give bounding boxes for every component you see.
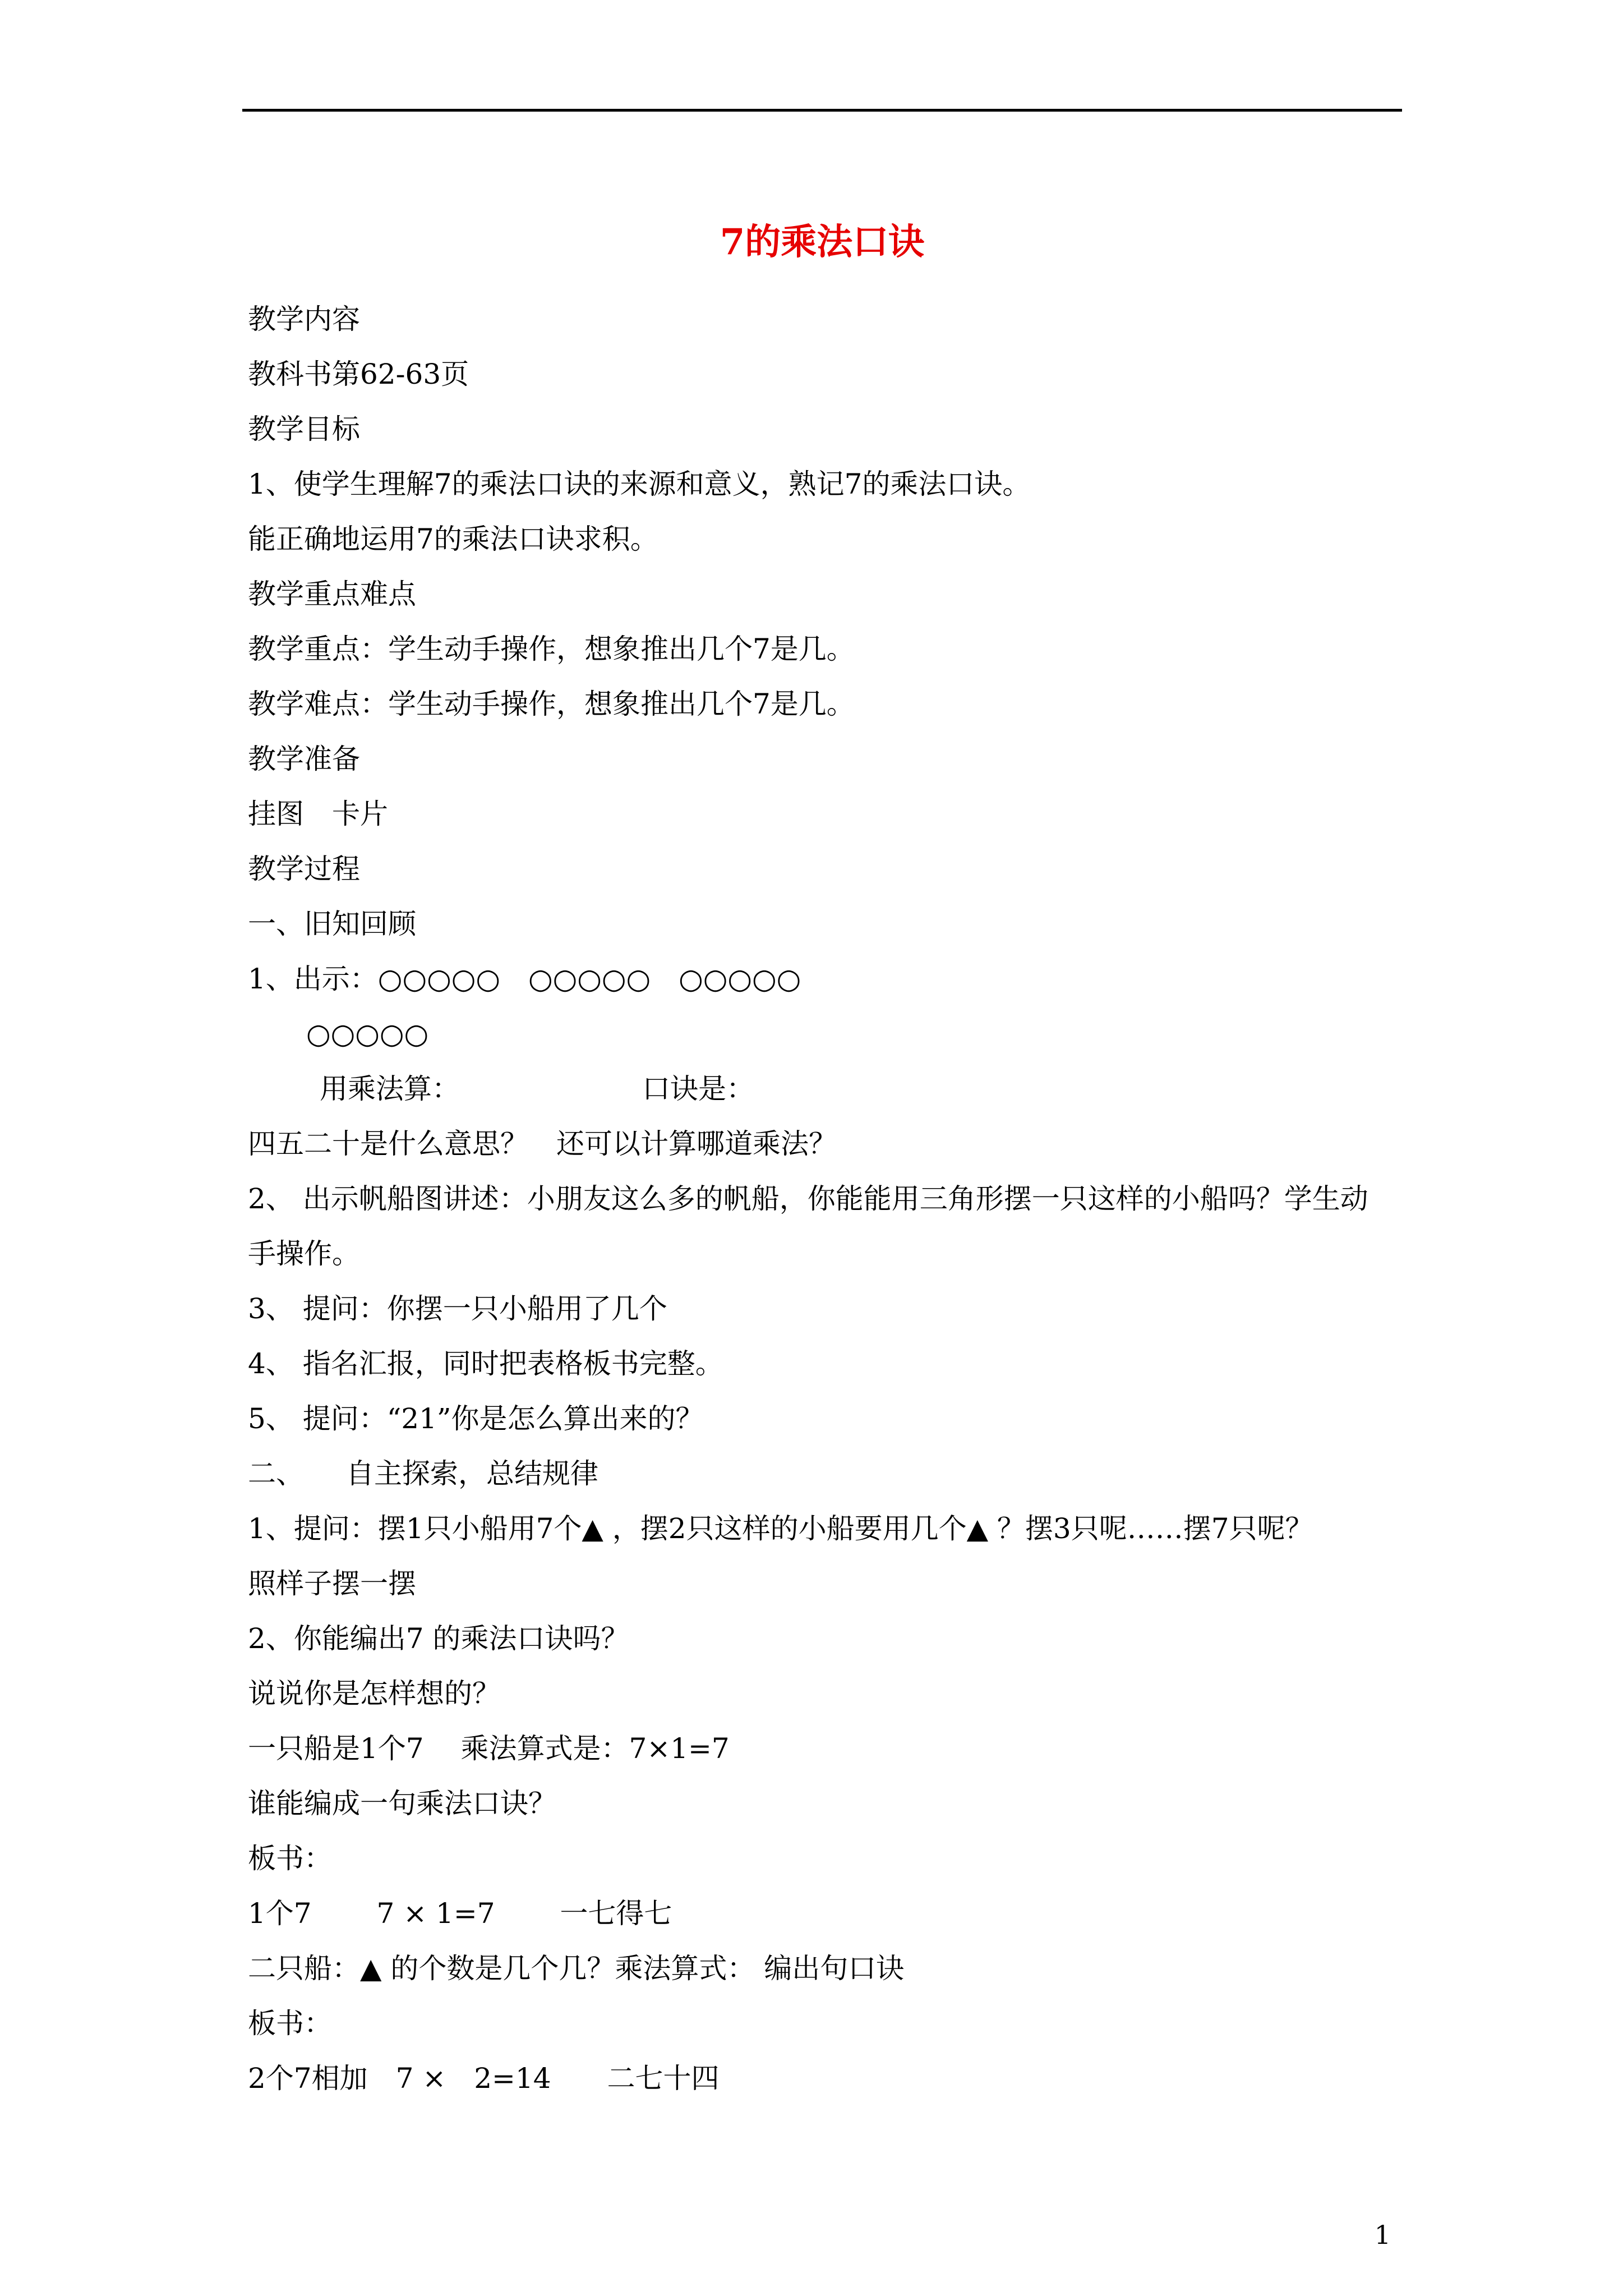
- document-title: 7的乘法口诀: [720, 221, 925, 263]
- paragraph: 1、出示：○○○○○ ○○○○○ ○○○○○: [248, 963, 801, 995]
- section-heading-preparation: 教学准备: [248, 743, 360, 775]
- page-number: 1: [1374, 2220, 1391, 2250]
- paragraph: 教科书第62-63页: [248, 358, 469, 390]
- paragraph: 4、 指名汇报，同时把表格板书完整。: [248, 1347, 723, 1380]
- paragraph: 说说你是怎样想的？: [248, 1677, 500, 1710]
- paragraph: 3、 提问：你摆一只小船用了几个: [248, 1292, 667, 1325]
- paragraph: 1、使学生理解7的乘法口诀的来源和意义，熟记7的乘法口诀。: [248, 468, 1031, 500]
- paragraph: 用乘法算： 口诀是：: [320, 1073, 754, 1105]
- paragraph: 四五二十是什么意思？ 还可以计算哪道乘法？: [248, 1128, 837, 1160]
- paragraph: 谁能编成一句乘法口诀？: [248, 1787, 556, 1820]
- paragraph: 1、提问：摆1只小船用7个▲ ，摆2只这样的小船要用几个▲ ？摆3只呢……摆7只呢？: [248, 1512, 1313, 1545]
- paragraph: 2、你能编出7 的乘法口诀吗？: [248, 1622, 629, 1655]
- section-heading-key-points: 教学重点难点: [248, 578, 416, 610]
- paragraph: 一、旧知回顾: [248, 908, 416, 940]
- section-heading-process: 教学过程: [248, 853, 360, 885]
- paragraph: 照样子摆一摆: [248, 1567, 416, 1600]
- header-rule: [242, 109, 1402, 112]
- paragraph: 二、 自主探索，总结规律: [248, 1457, 598, 1490]
- paragraph: ○○○○○: [306, 1018, 429, 1050]
- paragraph: 5、 提问：“21”你是怎么算出来的？: [248, 1402, 704, 1435]
- section-heading-content: 教学内容: [248, 303, 360, 335]
- paragraph: 2个7相加 7 × 2=14 二七十四: [248, 2062, 720, 2095]
- section-heading-objectives: 教学目标: [248, 413, 360, 445]
- paragraph: 教学难点：学生动手操作，想象推出几个7是几。: [248, 688, 855, 720]
- paragraph: 挂图 卡片: [248, 798, 388, 830]
- document-body: [248, 292, 1403, 2106]
- paragraph: 二只船：▲ 的个数是几个几？乘法算式： 编出句口诀: [248, 1952, 905, 1985]
- paragraph: 能正确地运用7的乘法口诀求积。: [248, 523, 658, 555]
- paragraph: 板书：: [248, 1842, 332, 1875]
- paragraph: 2、 出示帆船图讲述：小朋友这么多的帆船，你能能用三角形摆一只这样的小船吗？学生动: [248, 1182, 1368, 1215]
- paragraph: 一只船是1个7 乘法算式是：7×1=7: [248, 1732, 730, 1765]
- paragraph: 1个7 7 × 1=7 一七得七: [248, 1897, 672, 1930]
- paragraph: 手操作。: [248, 1237, 360, 1270]
- paragraph: 教学重点：学生动手操作，想象推出几个7是几。: [248, 633, 855, 665]
- paragraph: 板书：: [248, 2007, 332, 2040]
